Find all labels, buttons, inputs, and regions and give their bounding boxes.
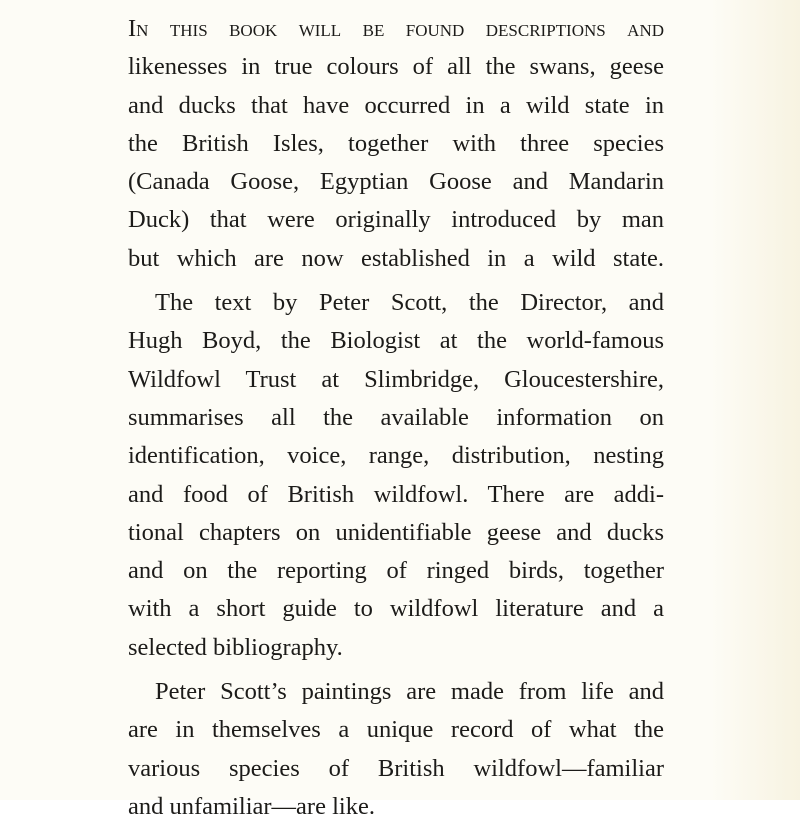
text-line: with a short guide to wildfowl literature and a xyxy=(128,595,664,623)
text-line: but which are now established in a wild state. xyxy=(128,244,664,272)
paper-edge-tint xyxy=(710,0,800,800)
text-line: The text by Peter Scott, the Director, and xyxy=(155,289,664,317)
text-line: and food of British wildfowl. There are addi- xyxy=(128,480,664,508)
text-line: selected bibliography. xyxy=(128,633,343,661)
text-line: and unfamiliar—are like. xyxy=(128,792,375,820)
text-line: identification, voice, range, distribution, nesting xyxy=(128,442,664,470)
text-line: various species of British wildfowl—familiar xyxy=(128,754,664,782)
text-line: Hugh Boyd, the Biologist at the world-famous xyxy=(128,327,664,355)
text-line: the British Isles, together with three species xyxy=(128,129,664,157)
text-line: tional chapters on unidentifiable geese and ducks xyxy=(128,518,664,546)
text-line: likenesses in true colours of all the swans, geese xyxy=(128,53,664,81)
text-line: Peter Scott’s paintings are made from life and xyxy=(155,678,664,706)
text-line: (Canada Goose, Egyptian Goose and Mandarin xyxy=(128,168,664,196)
text-line: and on the reporting of ringed birds, together xyxy=(128,557,664,585)
paragraph-authors xyxy=(128,284,664,667)
text-line: and ducks that have occurred in a wild state in xyxy=(128,91,664,119)
text-line: summarises all the available information on xyxy=(128,403,664,431)
paragraph-paintings xyxy=(128,673,664,826)
blurb-text xyxy=(128,10,664,826)
paragraph-intro xyxy=(128,10,664,278)
text-line: Duck) that were originally introduced by man xyxy=(128,206,664,234)
text-line: Wildfowl Trust at Slimbridge, Gloucestershire, xyxy=(128,365,664,393)
text-line: In this book will be found descriptions and xyxy=(128,15,664,42)
text-line: are in themselves a unique record of what the xyxy=(128,716,664,744)
